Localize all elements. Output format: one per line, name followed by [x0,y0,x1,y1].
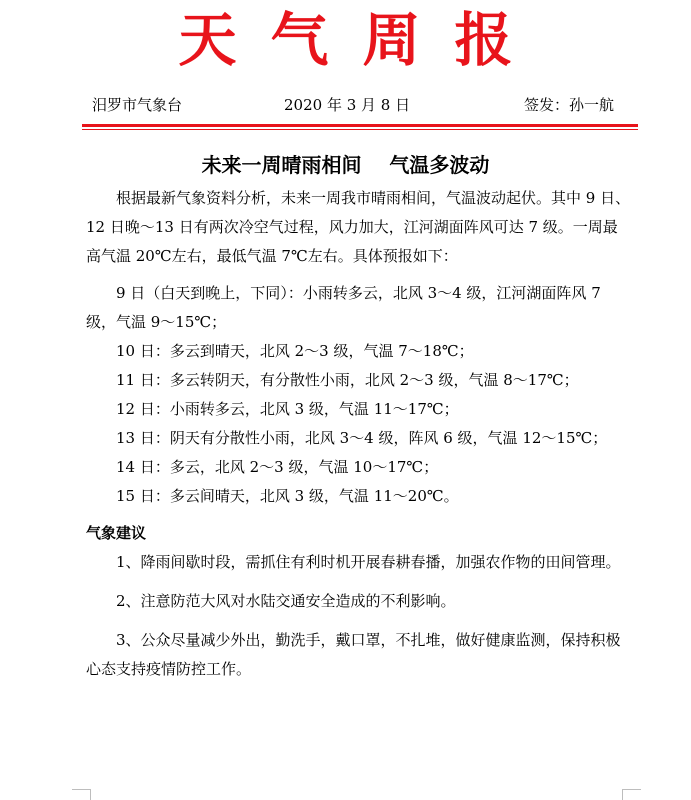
article-body [86,184,632,684]
forecast-day-10: 10 日：多云到晴天，北风 2～3 级，气温 7～18℃； [116,342,474,360]
forecast-day-15: 15 日：多云间晴天，北风 3 级，气温 11～20℃。 [116,487,459,505]
forecast-day-11: 11 日：多云转阴天，有分散性小雨，北风 2～3 级，气温 8～17℃； [116,371,579,389]
header-divider-thick [82,124,638,127]
masthead-title: 天气周报 [178,6,547,74]
intro-paragraph: 根据最新气象资料分析，未来一周我市晴雨相间，气温波动起伏。其中 9 日、12 日晚～13 日有两次冷空气过程，风力加大，江河湖面阵风可达 7 级。一周最高气温 20℃左右，最低气温 7℃左右。具体预报如下： [86,189,631,265]
advice-heading: 气象建议 [86,524,147,542]
page-corner-mark-left [72,789,91,800]
article-headline: 未来一周晴雨相间 气温多波动 [201,153,490,177]
header-divider-thin [82,129,638,130]
advice-item-1: 1、降雨间歇时段，需抓住有利时机开展春耕春播，加强农作物的田间管理。 [116,553,621,571]
meta-row [92,92,632,118]
issuing-organization: 汨罗市气象台 [92,96,183,114]
advice-item-2: 2、注意防范大风对水陆交通安全造成的不利影响。 [116,592,456,610]
issuer-signature: 签发：孙一航 [523,96,614,114]
forecast-day-13: 13 日：阴天有分散性小雨，北风 3～4 级，阵风 6 级，气温 12～15℃； [116,429,608,447]
advice-item-3: 3、公众尽量减少外出，勤洗手，戴口罩，不扎堆，做好健康监测，保持积极心态支持疫情防控工作。 [86,631,621,678]
page-corner-mark-right [622,789,641,800]
issue-date: 2020 年 3 月 8 日 [284,96,411,114]
forecast-day-12: 12 日：小雨转多云，北风 3 级，气温 11～17℃； [116,400,459,418]
forecast-day-14: 14 日：多云，北风 2～3 级，气温 10～17℃； [116,458,439,476]
forecast-day-9: 9 日（白天到晚上，下同）：小雨转多云，北风 3～4 级，江河湖面阵风 7 级，气温 9～15℃； [86,284,601,331]
